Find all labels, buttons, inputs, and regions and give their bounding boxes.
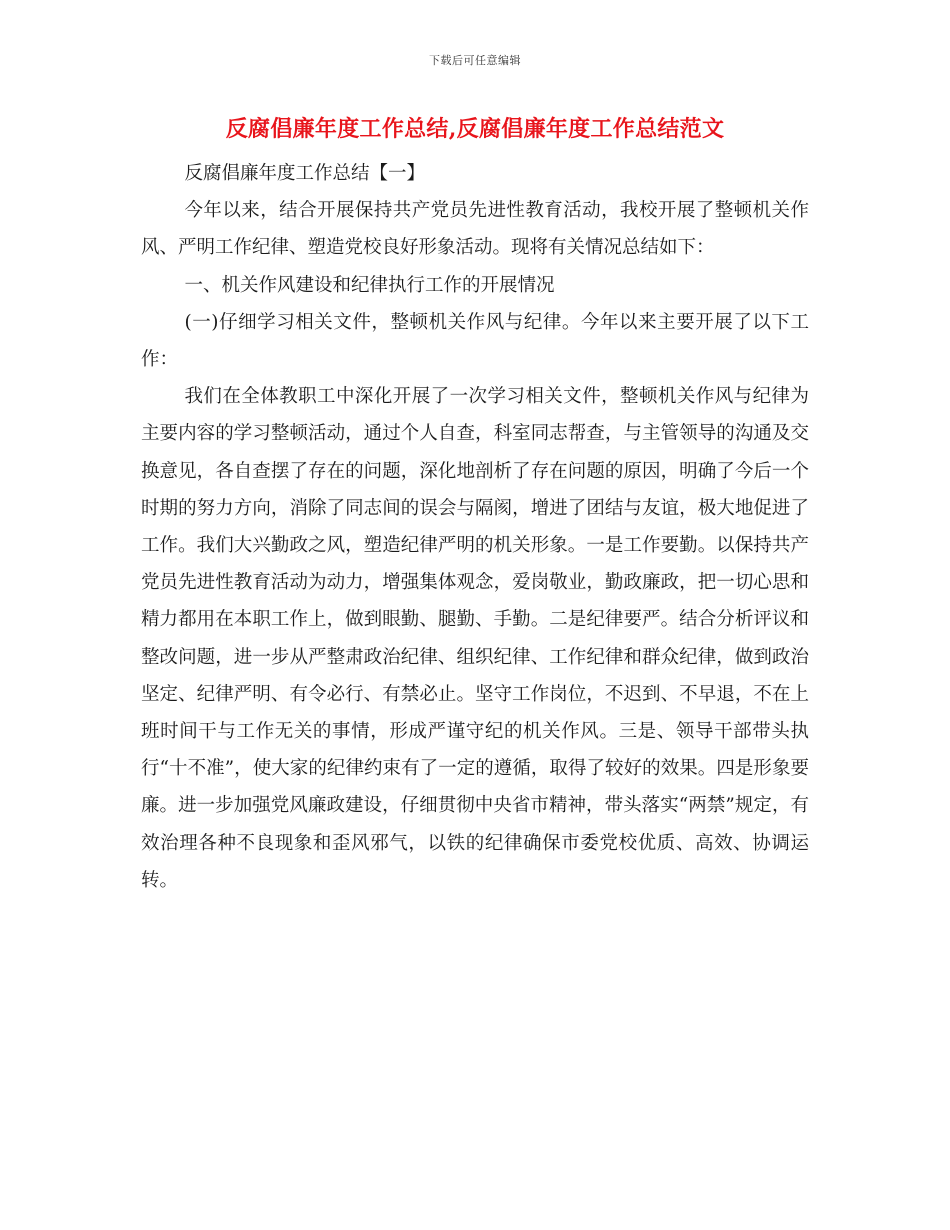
document-body [141,155,809,899]
intro-paragraph: 今年以来，结合开展保持共产党员先进性教育活动，我校开展了整顿机关作风、严明工作纪律、塑造党校良好形象活动。现将有关情况总结如下： [141,200,809,259]
body-paragraph: 我们在全体教职工中深化开展了一次学习相关文件，整顿机关作风与纪律为主要内容的学习整顿活动，通过个人自查，科室同志帮查，与主管领导的沟通及交换意见，各自查摆了存在的问题，深化地剖析了存在问题的原因，明确了今后一个时期的努力方向，消除了同志间的误会与隔阂，增进了团结与友谊，极大地促进了工作。我们大兴勤政之风，塑造纪律严明的机关形象。一是工作要勤。以保持共产党员先进性教育活动为动力，增强集体观念，爱岗敬业，勤政廉政，把一切心思和精力都用在本职工作上，做到眼勤、腿勤、手勤。二是纪律要严。结合分析评议和整改问题，进一步从严整肃政治纪律、组织纪律、工作纪律和群众纪律，做到政治坚定、纪律严明、有令必行、有禁必止。坚守工作岗位，不迟到、不早退，不在上班时间干与工作无关的事情，形成严谨守纪的机关作风。三是、领导干部带头执行“十不准”，使大家的纪律约束有了一定的遵循，取得了较好的效果。四是形象要廉。进一步加强党风廉政建设，仔细贯彻中央省市精神，带头落实“两禁”规定，有效治理各种不良现象和歪风邪气，以铁的纪律确保市委党校优质、高效、协调运转。 [141,386,809,891]
document-title: 反腐倡廉年度工作总结,反腐倡廉年度工作总结范文 [225,116,725,142]
subsection-paragraph: (一)仔细学习相关文件，整顿机关作风与纪律。今年以来主要开展了以下工作： [141,311,809,371]
section-heading: 一、机关作风建设和纪律执行工作的开展情况 [184,274,555,296]
header-note: 下载后可任意编辑 [429,54,521,67]
section-subtitle: 反腐倡廉年度工作总结【一】 [184,163,425,184]
